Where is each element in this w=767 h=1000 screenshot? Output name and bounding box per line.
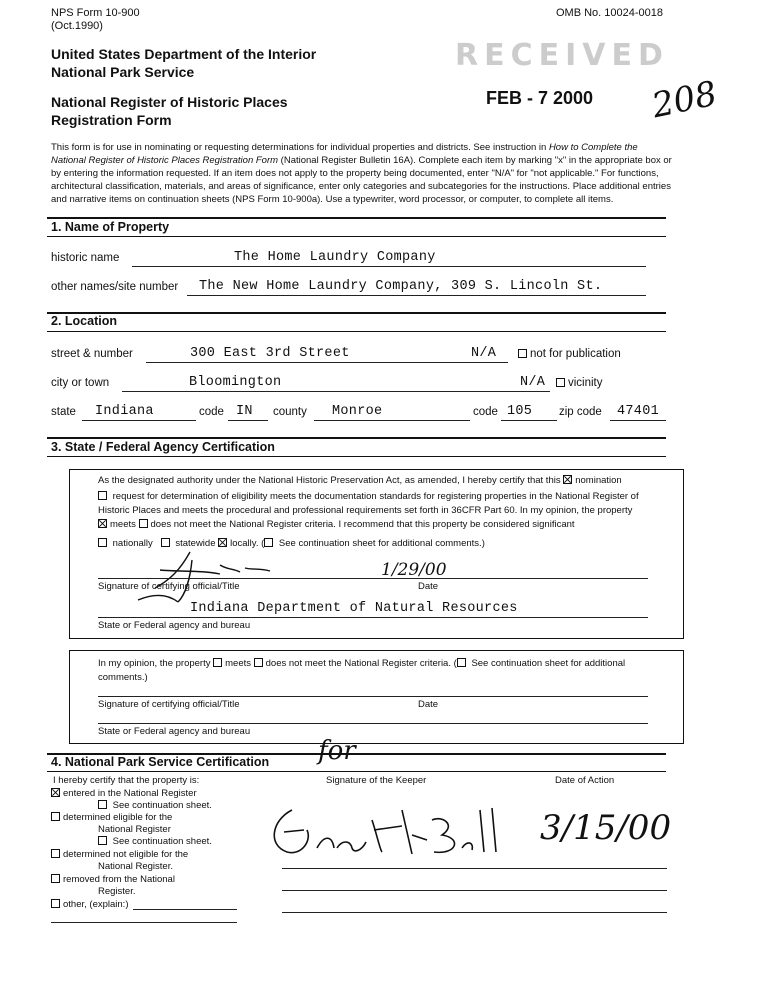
not-eligible-checkbox[interactable] xyxy=(51,849,60,858)
cert-text-1: As the designated authority under the National Historic Preservation Act, as amended, I hereby certify that this xyxy=(98,475,561,486)
city-na: N/A xyxy=(520,375,546,390)
other-checkbox[interactable] xyxy=(51,899,60,908)
county-line xyxy=(314,420,470,421)
sig-label-1: Signature of certifying official/Title xyxy=(98,581,240,592)
state-code-line xyxy=(228,420,268,421)
date-of-action-label: Date of Action xyxy=(555,775,615,786)
state-label: state xyxy=(51,406,76,418)
state-value: Indiana xyxy=(95,404,154,419)
eligible-checkbox[interactable] xyxy=(51,812,60,821)
entered-continuation-checkbox[interactable] xyxy=(98,800,107,809)
instructions-part2: (National Register Bulletin 16A). Complete each item by marking "x" in the appropriate box or by entering the information requested. If an item does not apply to the property being documented, enter "N/A" for "not applicable." For functions, architectural classification, materials, and areas of significance, enter only categories and subcategories for the instructions. Place additional entries and narrative items on continuation sheets (NPS Form 10-900a). Use a typewriter, word processor, or computer, to complete all items. xyxy=(51,155,672,205)
opinion-meets-checkbox[interactable] xyxy=(213,658,222,667)
section1-underline xyxy=(47,236,666,237)
vicinity xyxy=(556,377,603,389)
zip-value: 47401 xyxy=(617,404,660,419)
historic-name-value: The Home Laundry Company xyxy=(234,250,436,265)
nationally-label: nationally xyxy=(112,538,153,549)
section2-underline xyxy=(47,331,666,332)
cert-line-1 xyxy=(98,474,622,488)
vicinity-checkbox[interactable] xyxy=(556,378,565,387)
removed-checkbox[interactable] xyxy=(51,874,60,883)
section3-rule xyxy=(47,437,666,439)
other-line-2 xyxy=(51,922,237,923)
form-number: NPS Form 10-900 xyxy=(51,7,140,19)
option-removed-2: Register. xyxy=(98,886,136,897)
agency-label-2: State or Federal agency and bureau xyxy=(98,726,251,737)
for-handwritten: for xyxy=(318,736,356,766)
locally-label: locally. ( xyxy=(230,538,265,549)
section2-title: 2. Location xyxy=(51,314,117,328)
sig-label-2: Signature of certifying official/Title xyxy=(98,699,240,710)
certify-statement: I hereby certify that the property is: xyxy=(53,775,200,786)
entered-checkbox[interactable] xyxy=(51,788,60,797)
state-line xyxy=(82,420,196,421)
section4-underline xyxy=(47,771,666,772)
other-names-line xyxy=(187,295,646,296)
cert-line-2 xyxy=(98,490,639,504)
request-checkbox[interactable] xyxy=(98,491,107,500)
option-not-eligible-2: National Register. xyxy=(98,861,173,872)
city-value: Bloomington xyxy=(189,375,282,390)
does-not-meet-label: does not meet the National Register criteria. I recommend that this property be considered significant xyxy=(150,519,575,530)
section3-underline xyxy=(47,456,666,457)
instructions-part1: This form is for use in nominating or requesting determinations for individual properties and districts. See instruction in xyxy=(51,142,549,153)
not-eligible-label: determined not eligible for the xyxy=(63,849,189,860)
keeper-date-handwritten: 3/15/00 xyxy=(540,808,672,848)
street-line xyxy=(146,362,508,363)
section2-rule xyxy=(47,312,666,314)
opinion-text-a: In my opinion, the property xyxy=(98,658,211,669)
register-title: National Register of Historic Places xyxy=(51,94,288,110)
received-stamp-faint: RECEIVED xyxy=(455,38,669,73)
not-for-publication-checkbox[interactable] xyxy=(518,349,527,358)
county-label: county xyxy=(273,406,307,418)
meets-label: meets xyxy=(110,519,136,530)
historic-name-label: historic name xyxy=(51,252,120,264)
instructions-paragraph xyxy=(51,141,674,206)
date-label-1: Date xyxy=(418,581,439,592)
department-title: United States Department of the Interior xyxy=(51,46,317,62)
section3-title: 3. State / Federal Agency Certification xyxy=(51,440,275,454)
keeper-signature xyxy=(262,790,522,870)
option-eligible-2: National Register xyxy=(98,824,171,835)
cert-line-3: Historic Places and meets the procedural and professional requirements set forth in 36CFR Part 60. In my opinion, the property xyxy=(98,505,633,516)
handwritten-number: 208 xyxy=(648,73,721,127)
zip-label: zip code xyxy=(559,406,602,418)
city-line xyxy=(122,391,550,392)
received-stamp-date: FEB - 7 2000 xyxy=(486,88,594,108)
county-value: Monroe xyxy=(332,404,383,419)
registration-title: Registration Form xyxy=(51,112,172,128)
agency-line-2 xyxy=(98,723,648,724)
service-title: National Park Service xyxy=(51,64,195,80)
eligible-continuation-checkbox[interactable] xyxy=(98,836,107,845)
meets-checkbox[interactable] xyxy=(98,519,107,528)
agency-line xyxy=(98,617,648,618)
other-line xyxy=(133,909,237,910)
county-code-line xyxy=(501,420,557,421)
sig-line-2 xyxy=(98,696,648,697)
keeper-label: Signature of the Keeper xyxy=(326,775,427,786)
date-label-2: Date xyxy=(418,699,439,710)
nomination-label: nomination xyxy=(575,475,622,486)
other-names-label: other names/site number xyxy=(51,281,179,293)
street-label: street & number xyxy=(51,348,133,360)
form-date: (Oct.1990) xyxy=(51,20,103,32)
section4-title: 4. National Park Service Certification xyxy=(51,755,270,769)
eligible-continuation-label: See continuation sheet. xyxy=(112,836,212,847)
certifying-signature xyxy=(120,540,360,610)
opinion-line xyxy=(98,657,668,685)
option-other xyxy=(51,898,128,912)
nomination-checkbox[interactable] xyxy=(563,475,572,484)
option-eligible-cont xyxy=(98,835,212,849)
city-label: city or town xyxy=(51,377,110,389)
not-for-publication-label: not for publication xyxy=(530,348,621,360)
certifying-date-handwritten: 1/29/00 xyxy=(381,560,447,580)
opinion-meets-label: meets xyxy=(225,658,251,669)
street-na: N/A xyxy=(471,346,497,361)
keeper-line-2 xyxy=(282,890,667,891)
section1-title: 1. Name of Property xyxy=(51,220,170,234)
other-names-value: The New Home Laundry Company, 309 S. Lincoln St. xyxy=(199,279,603,294)
nationally-checkbox[interactable] xyxy=(98,538,107,547)
statewide-label: statewide xyxy=(175,538,216,549)
entered-continuation-label: See continuation sheet. xyxy=(112,800,212,811)
county-code-value: 105 xyxy=(507,404,533,419)
does-not-meet-checkbox[interactable] xyxy=(139,519,148,528)
other-label: other, (explain:) xyxy=(63,899,129,910)
vicinity-label: vicinity xyxy=(568,377,603,389)
state-code-label: code xyxy=(199,406,224,418)
cert-text-2: request for determination of eligibility meets the documentation standards for registering properties in the National Register of xyxy=(112,491,639,502)
opinion-text-b: does not meet the National Register criteria. ( xyxy=(265,658,457,669)
street-value: 300 East 3rd Street xyxy=(190,346,350,361)
county-code-label: code xyxy=(473,406,498,418)
not-for-publication xyxy=(518,348,621,360)
state-code-value: IN xyxy=(236,404,253,419)
section1-rule xyxy=(47,217,666,219)
see-continuation-label: See continuation sheet for additional comments.) xyxy=(278,538,485,549)
opinion-text-c: See continuation sheet for additional comments.) xyxy=(98,658,626,683)
sig-line-1 xyxy=(98,578,648,579)
zip-line xyxy=(610,420,666,421)
entered-label: entered in the National Register xyxy=(63,788,197,799)
agency-value: Indiana Department of Natural Resources xyxy=(190,601,518,616)
cert-line-4 xyxy=(98,518,575,532)
opinion-not-meet-checkbox[interactable] xyxy=(254,658,263,667)
keeper-line-3 xyxy=(282,912,667,913)
historic-name-line xyxy=(132,266,646,267)
removed-label: removed from the National xyxy=(63,874,175,885)
keeper-line-1 xyxy=(282,868,667,869)
omb-number: OMB No. 10024-0018 xyxy=(556,7,664,19)
agency-label: State or Federal agency and bureau xyxy=(98,620,251,631)
opinion-continuation-checkbox[interactable] xyxy=(457,658,466,667)
instructions-italic: How to Complete the National Register of Historic Places Registration Form xyxy=(51,142,638,166)
eligible-label: determined eligible for the xyxy=(63,812,173,823)
